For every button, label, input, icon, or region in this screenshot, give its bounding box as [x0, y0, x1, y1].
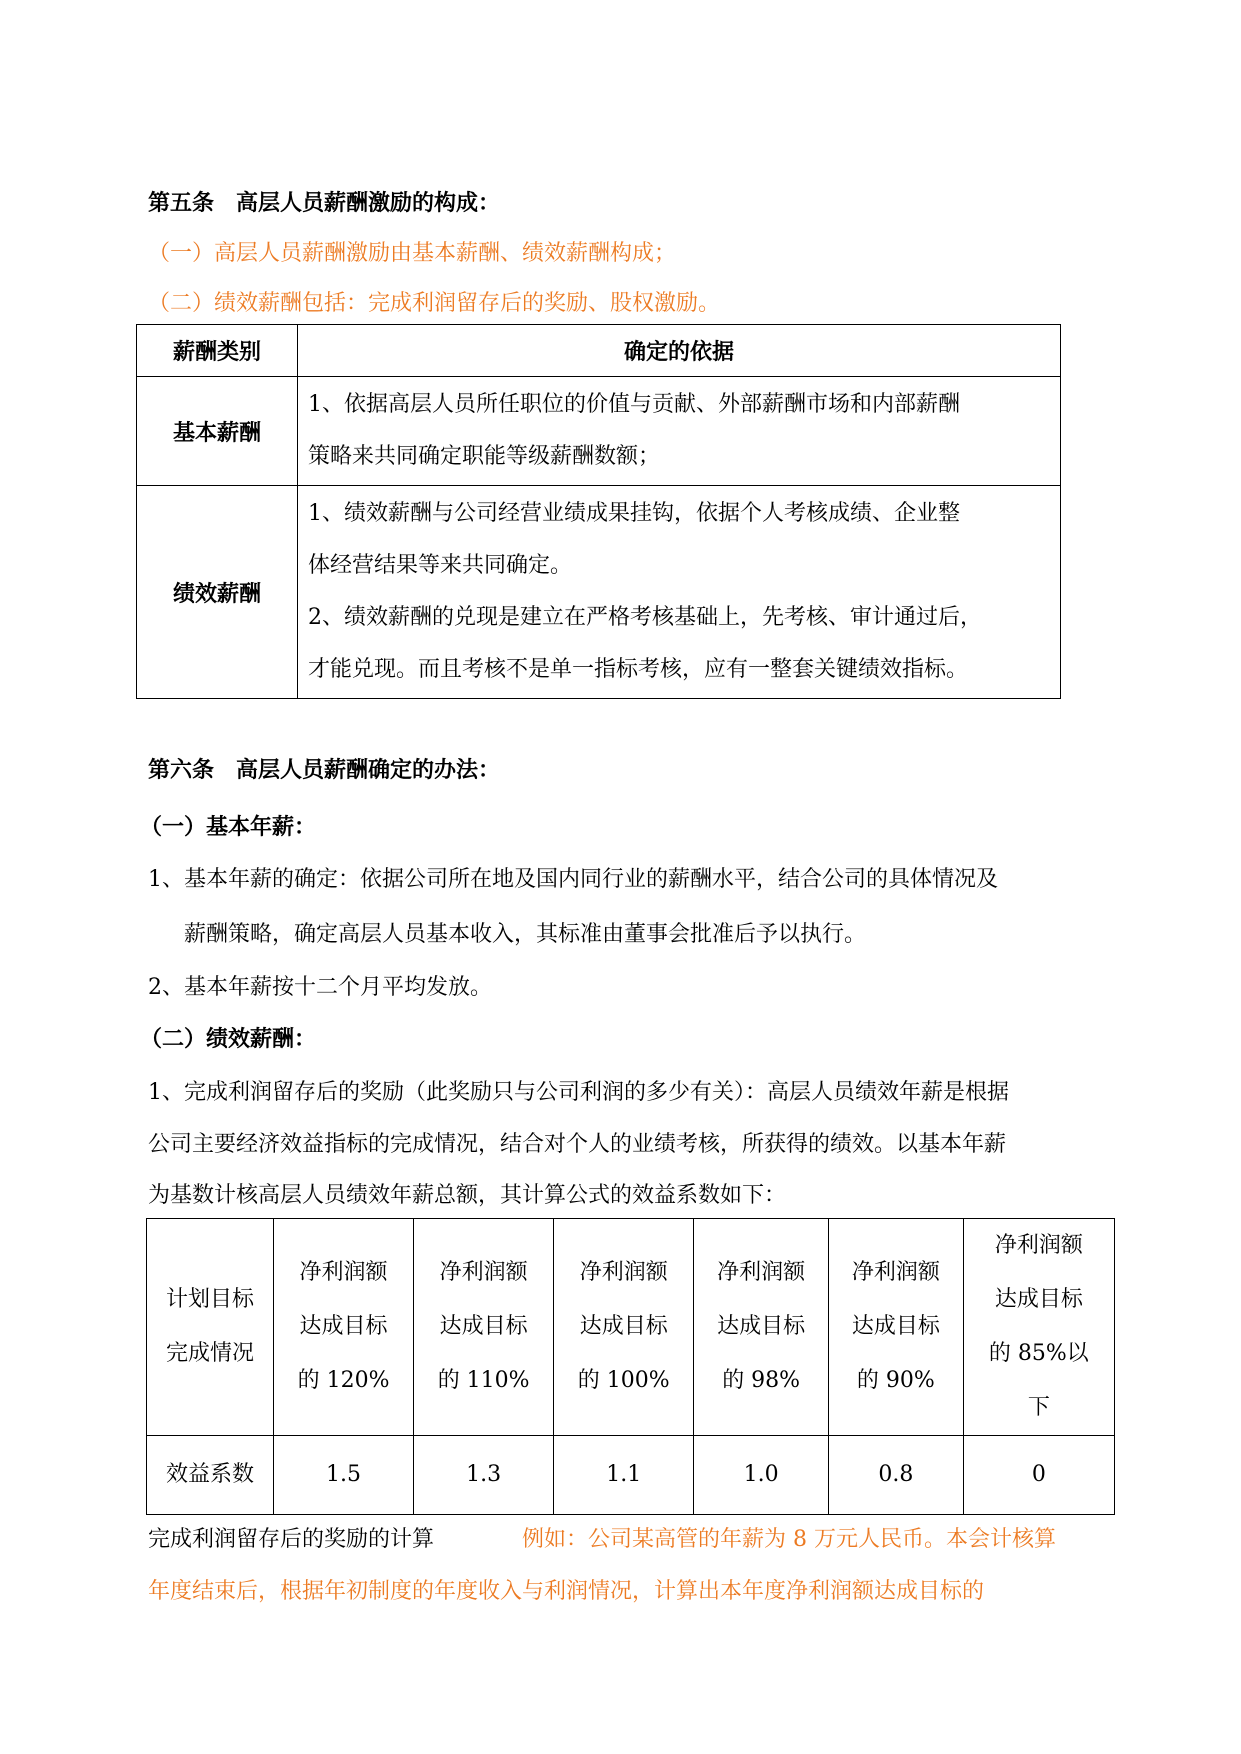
table-row [137, 486, 1061, 699]
cell-line: 净利润额 [994, 1233, 1083, 1258]
cell-line: 的 98% [722, 1368, 801, 1393]
coef-cell: 1.3 [414, 1436, 554, 1515]
basis-basic [298, 377, 1061, 486]
table-header-row [137, 325, 1061, 377]
coef-cell: 1.0 [694, 1436, 829, 1515]
basis-line: 1、依据高层人员所任职位的价值与贡献、外部薪酬市场和内部薪酬 [308, 392, 960, 417]
paragraph-line: 1、完成利润留存后的奖励（此奖励只与公司利润的多少有关）：高层人员绩效年薪是根据 [148, 1080, 1010, 1105]
row-header-plan [147, 1219, 274, 1436]
article6-sub1: （一）基本年薪： [140, 815, 317, 840]
basis-line: 才能兑现。而且考核不是单一指标考核，应有一整套关键绩效指标。 [308, 657, 969, 682]
header-category: 薪酬类别 [137, 325, 298, 377]
cell-line: 的 100% [577, 1368, 670, 1393]
article5-item2: （二）绩效薪酬包括：完成利润留存后的奖励、股权激励。 [148, 291, 721, 316]
basis-performance [298, 486, 1061, 699]
footer-example-line2: 年度结束后，根据年初制度的年度收入与利润情况，计算出本年度净利润额达成目标的 [148, 1579, 985, 1604]
basis-line: 策略来共同确定职能等级薪酬数额； [308, 444, 661, 469]
coef-cell: 1.5 [274, 1436, 414, 1515]
cell-line: 的 90% [856, 1368, 935, 1393]
row-header-coef: 效益系数 [147, 1436, 274, 1515]
cell-line: 净利润额 [851, 1260, 940, 1285]
cell-line: 下 [1027, 1395, 1050, 1420]
benefit-coefficient-table [146, 1218, 1115, 1515]
header-basis: 确定的依据 [298, 325, 1061, 377]
cell-line: 达成目标 [717, 1314, 806, 1339]
target-cell [829, 1219, 964, 1436]
cell-line: 达成目标 [579, 1314, 668, 1339]
target-cell [694, 1219, 829, 1436]
target-cell [274, 1219, 414, 1436]
basis-line: 体经营结果等来共同确定。 [308, 553, 573, 578]
table-row [137, 377, 1061, 486]
paragraph-line: 1、基本年薪的确定：依据公司所在地及国内同行业的薪酬水平，结合公司的具体情况及 [148, 867, 998, 892]
target-cell [414, 1219, 554, 1436]
paragraph-line: 为基数计核高层人员绩效年薪总额，其计算公式的效益系数如下： [148, 1183, 787, 1208]
article5-title: 第五条 高层人员薪酬激励的构成： [148, 191, 501, 216]
coef-cell: 0 [963, 1436, 1114, 1515]
target-cell [963, 1219, 1114, 1436]
coef-cell: 0.8 [829, 1436, 964, 1515]
cell-line: 的 85%以 [988, 1341, 1089, 1366]
cell-line: 达成目标 [851, 1314, 940, 1339]
target-cell [554, 1219, 694, 1436]
article6-sub2: （二）绩效薪酬： [140, 1027, 317, 1052]
cell-line: 净利润额 [579, 1260, 668, 1285]
table-row [147, 1219, 1115, 1436]
cell-line: 的 120% [297, 1368, 390, 1393]
salary-basis-table [136, 324, 1061, 699]
cell-line: 达成目标 [299, 1314, 388, 1339]
cell-line: 净利润额 [439, 1260, 528, 1285]
footer-example-line1: 例如：公司某高管的年薪为 8 万元人民币。本会计核算 [522, 1527, 1056, 1552]
article5-item1: （一）高层人员薪酬激励由基本薪酬、绩效薪酬构成； [148, 241, 677, 266]
cell-line: 完成情况 [165, 1341, 254, 1366]
basis-line: 1、绩效薪酬与公司经营业绩成果挂钩，依据个人考核成绩、企业整 [308, 501, 960, 526]
basis-line: 2、绩效薪酬的兑现是建立在严格考核基础上，先考核、审计通过后， [308, 605, 982, 630]
table-row [147, 1436, 1115, 1515]
cell-line: 达成目标 [439, 1314, 528, 1339]
cell-line: 的 110% [437, 1368, 530, 1393]
footer-label: 完成利润留存后的奖励的计算 [148, 1527, 435, 1552]
cell-line: 净利润额 [717, 1260, 806, 1285]
coef-cell: 1.1 [554, 1436, 694, 1515]
paragraph-line: 公司主要经济效益指标的完成情况，结合对个人的业绩考核，所获得的绩效。以基本年薪 [148, 1132, 1007, 1157]
cell-line: 达成目标 [994, 1287, 1083, 1312]
category-basic: 基本薪酬 [137, 377, 298, 486]
paragraph-line: 2、基本年薪按十二个月平均发放。 [148, 975, 492, 1000]
cell-line: 净利润额 [299, 1260, 388, 1285]
paragraph-line: 薪酬策略，确定高层人员基本收入，其标准由董事会批准后予以执行。 [184, 922, 867, 947]
cell-line: 计划目标 [165, 1287, 254, 1312]
category-performance: 绩效薪酬 [137, 486, 298, 699]
article6-title: 第六条 高层人员薪酬确定的办法： [148, 758, 501, 783]
